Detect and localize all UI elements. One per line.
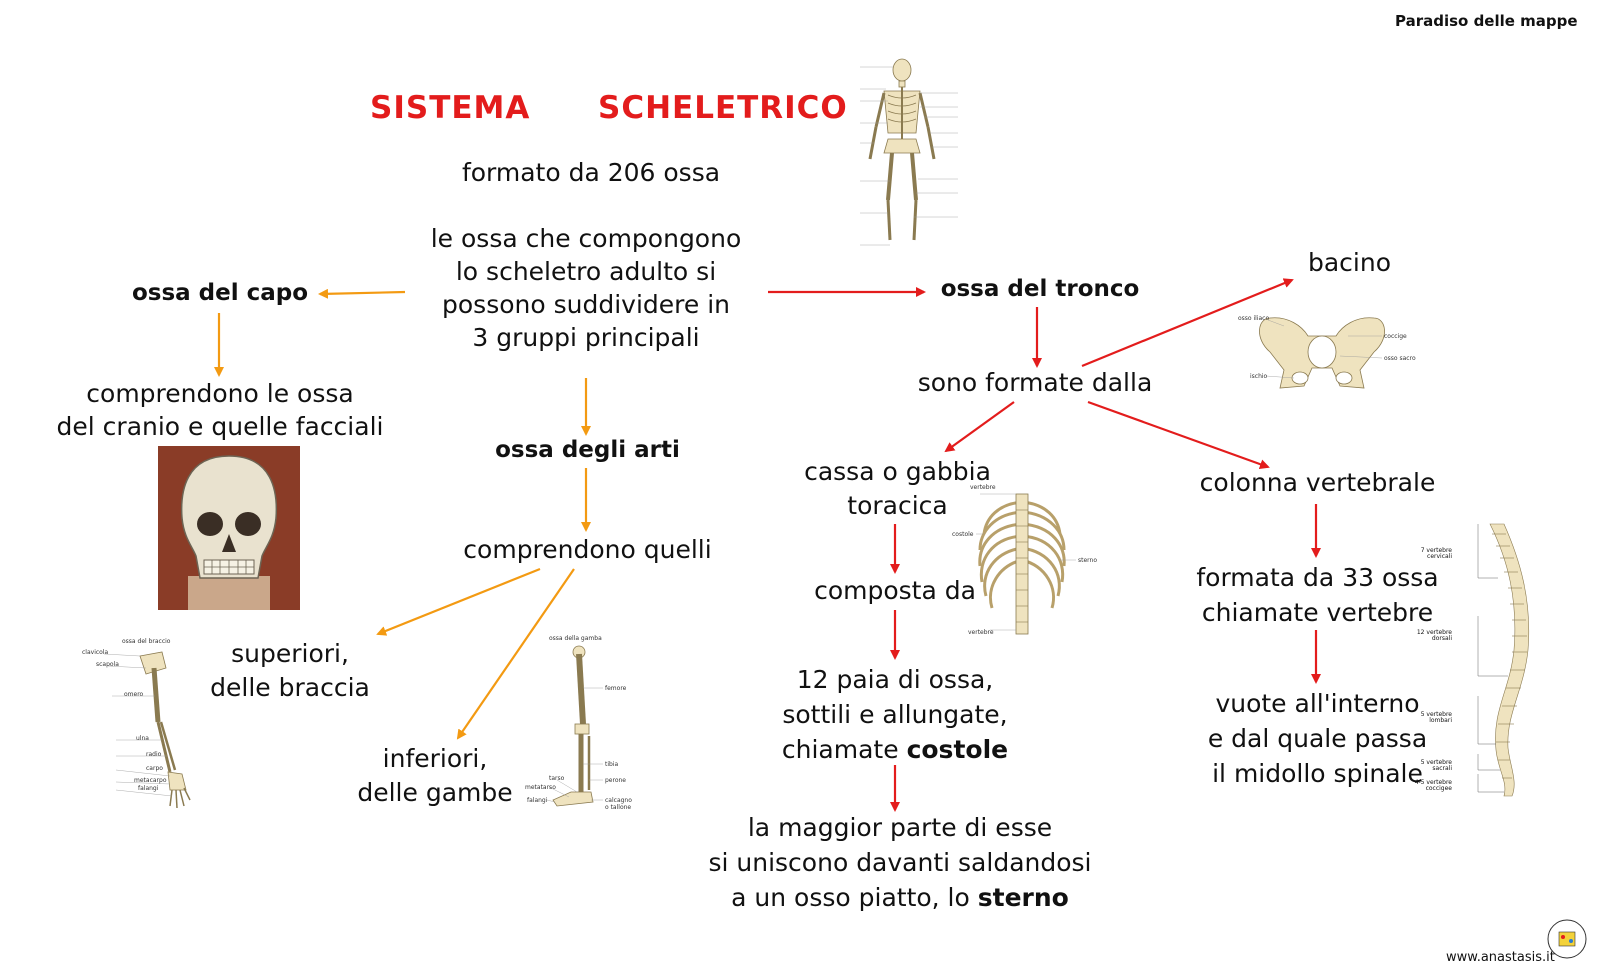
node-tronco: ossa del tronco	[940, 276, 1140, 302]
spine-label-cervicali: 7 vertebre cervicali	[1420, 547, 1452, 560]
svg-text:sterno: sterno	[1078, 557, 1098, 564]
arrow-to-superiori	[378, 569, 540, 634]
skeleton-icon	[858, 55, 970, 250]
svg-text:ossa del braccio: ossa del braccio	[122, 638, 171, 645]
sterno-bold: sterno	[977, 883, 1069, 912]
title-word-2: SCHELETRICO	[598, 90, 848, 126]
svg-text:omero: omero	[124, 691, 144, 698]
svg-text:osso iliaco: osso iliaco	[1238, 315, 1270, 322]
svg-text:coccige: coccige	[1384, 333, 1407, 340]
title-word-1: SISTEMA	[370, 90, 531, 126]
svg-text:vertebre: vertebre	[968, 629, 994, 636]
svg-text:costole: costole	[952, 531, 974, 538]
svg-text:scapola: scapola	[96, 661, 119, 668]
skull-icon	[158, 446, 300, 610]
svg-text:tibia: tibia	[605, 761, 619, 768]
svg-text:carpo: carpo	[146, 765, 163, 772]
svg-text:femore: femore	[605, 685, 627, 692]
node-capo-desc: comprendono le ossa del cranio e quelle facciali	[56, 379, 384, 441]
pelvis-icon	[1240, 308, 1420, 398]
spine-icon	[1448, 520, 1548, 800]
sterno-text: la maggior parte di esse si uniscono davanti saldandosi a un osso piatto, lo	[708, 813, 1092, 912]
node-midollo: vuote all'interno e dal quale passa il midollo spinale	[1207, 689, 1428, 788]
costole-bold: costole	[906, 735, 1009, 764]
node-vertebre: formata da 33 ossa chiamate vertebre	[1196, 563, 1439, 627]
node-arti: ossa degli arti	[495, 437, 680, 463]
spine-label-lombari: 5 vertebre lombari	[1420, 711, 1452, 724]
arrow-to-colonna	[1088, 402, 1268, 467]
ribcage-icon	[950, 484, 1110, 640]
node-colonna: colonna vertebrale	[1199, 468, 1436, 497]
node-intro: le ossa che compongono lo scheletro adulto si possono suddividere in 3 gruppi principali	[430, 224, 742, 352]
svg-text:radio: radio	[146, 751, 162, 758]
node-composta: composta da	[814, 576, 976, 605]
spine-label-sacrali: 5 vertebre sacrali	[1420, 759, 1452, 772]
node-arti-desc: comprendono quelli	[463, 535, 712, 564]
svg-text:ulna: ulna	[136, 735, 149, 742]
spine-label-coccigee: 4-5 vertebre coccigee	[1414, 779, 1452, 792]
footer-url: www.anastasis.it	[1446, 950, 1555, 965]
svg-text:o tallone: o tallone	[605, 804, 632, 811]
svg-text:ossa della gamba: ossa della gamba	[549, 635, 602, 642]
svg-text:clavicola: clavicola	[82, 649, 109, 656]
node-costole	[740, 662, 1050, 767]
svg-text:metatarso: metatarso	[525, 784, 556, 791]
svg-text:tarso: tarso	[549, 775, 565, 782]
node-sterno	[650, 810, 1150, 915]
arm-bones-icon	[82, 634, 200, 812]
svg-text:osso sacro: osso sacro	[1384, 355, 1416, 362]
svg-text:ischio: ischio	[1250, 373, 1268, 380]
node-inferiori: inferiori, delle gambe	[357, 744, 513, 807]
node-bacino: bacino	[1307, 248, 1392, 277]
svg-text:falangi: falangi	[138, 785, 159, 792]
arrow-to-cassa	[946, 402, 1014, 451]
svg-text:vertebre: vertebre	[970, 484, 996, 491]
site-name: Paradiso delle mappe	[1395, 12, 1578, 30]
leg-bones-icon	[527, 632, 642, 816]
node-capo: ossa del capo	[131, 280, 309, 306]
svg-text:calcagno: calcagno	[605, 797, 632, 804]
node-cassa: cassa o gabbia toracica	[804, 457, 991, 520]
spine-label-dorsali: 12 vertebre dorsali	[1416, 629, 1452, 642]
costole-text: 12 paia di ossa, sottili e allungate, chiamate	[781, 665, 1008, 764]
node-tronco-desc: sono formate dalla	[917, 368, 1153, 397]
svg-text:falangi: falangi	[527, 797, 548, 804]
svg-text:metacarpo: metacarpo	[134, 777, 167, 784]
node-formato: formato da 206 ossa	[461, 158, 721, 187]
svg-text:perone: perone	[605, 777, 626, 784]
node-superiori: superiori, delle braccia	[210, 639, 370, 702]
